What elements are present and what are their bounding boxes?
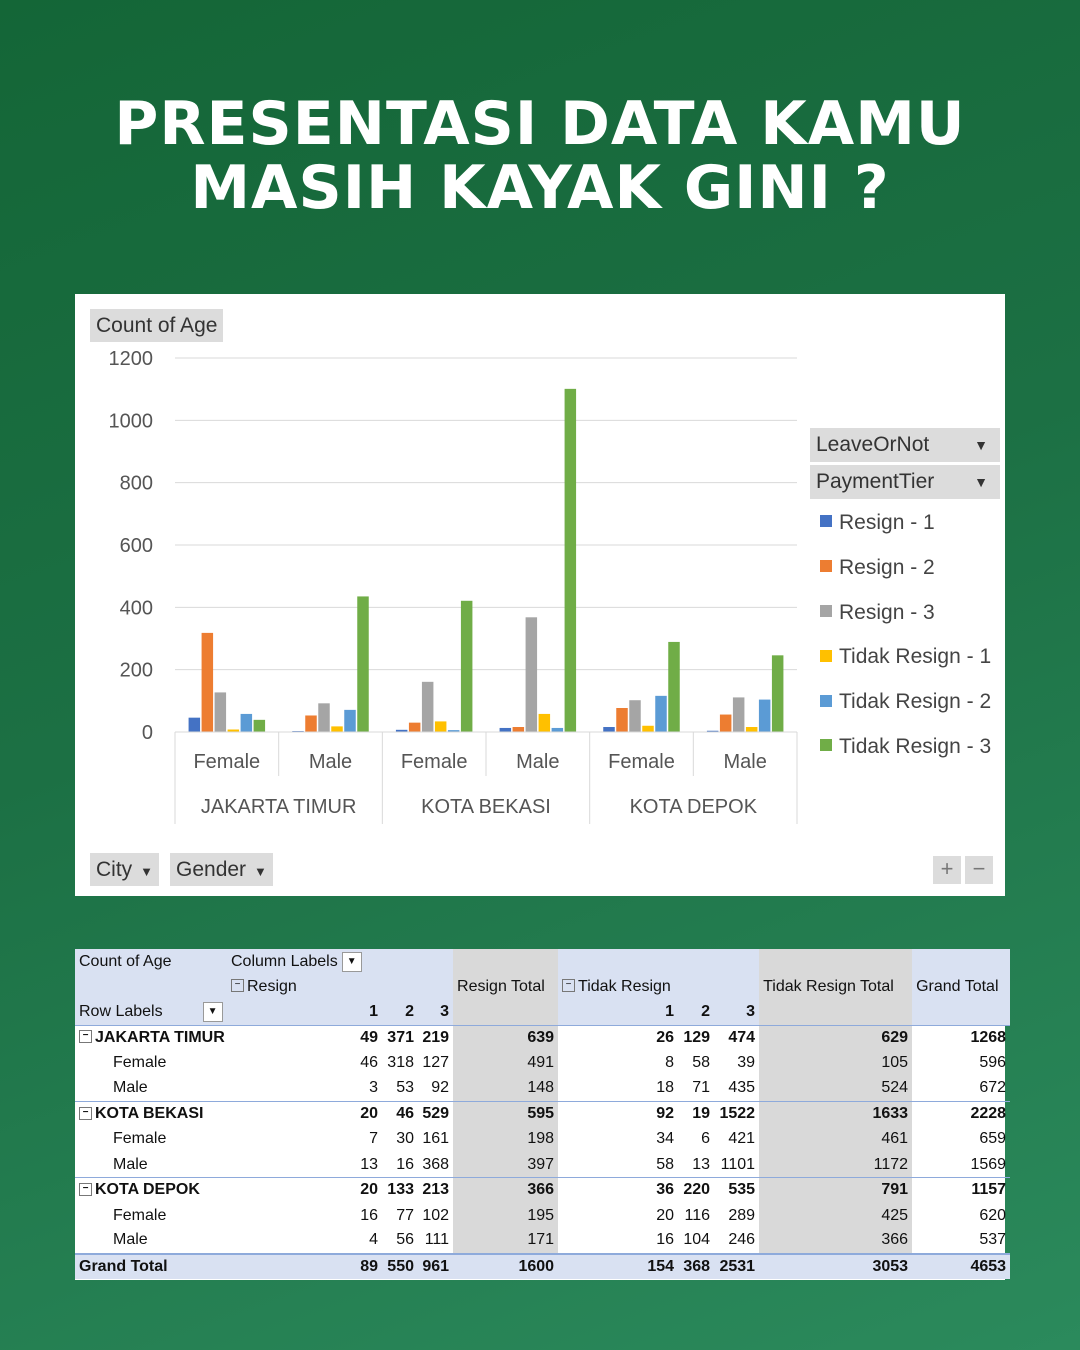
table-cell: 92: [431, 1079, 450, 1097]
bar: [720, 715, 732, 732]
row-label-text: Male: [113, 1155, 148, 1173]
row-label-text: JAKARTA TIMUR: [95, 1029, 225, 1047]
group-label: JAKARTA TIMUR: [200, 796, 357, 818]
minus-icon: −: [972, 856, 986, 881]
row-label-text: Male: [113, 1079, 148, 1097]
table-cell: 961: [418, 1254, 453, 1279]
row-label-text: KOTA BEKASI: [95, 1105, 204, 1123]
category-label: Male: [516, 751, 560, 773]
table-cell: 318: [387, 1054, 414, 1072]
table-cell: 92: [558, 1101, 678, 1126]
table-cell: 289: [728, 1206, 756, 1224]
row-label-text: Male: [113, 1231, 148, 1249]
tier-header: 2: [405, 1003, 414, 1021]
chevron-down-icon: ▼: [974, 474, 988, 490]
city-row: [75, 1025, 1010, 1050]
table-cell: 195: [453, 1203, 558, 1228]
legend-swatch: [820, 739, 832, 751]
bar: [759, 700, 771, 732]
table-row: [75, 1228, 1010, 1253]
axis-field-button-city[interactable]: [90, 853, 159, 886]
table-cell: 2531: [714, 1254, 759, 1279]
table-cell: 58: [692, 1054, 711, 1072]
table-cell: 20: [656, 1206, 675, 1224]
table-cell: 46: [360, 1054, 378, 1072]
collapse-icon[interactable]: −: [79, 1107, 92, 1120]
bar: [552, 728, 564, 732]
table-row: [75, 1203, 1010, 1228]
table-cell: 171: [453, 1228, 558, 1253]
table-cell: 620: [979, 1206, 1007, 1224]
table-cell: 16: [396, 1155, 414, 1173]
table-cell: 219: [418, 1025, 453, 1050]
table-cell: 421: [728, 1130, 756, 1148]
city-row: [75, 1178, 1010, 1203]
y-tick-label: 800: [119, 472, 153, 495]
y-tick-label: 1200: [108, 348, 153, 370]
table-cell: 535: [714, 1178, 759, 1203]
bar: [500, 728, 512, 732]
bar: [772, 655, 784, 732]
table-cell: 111: [424, 1231, 450, 1249]
column-labels-text: Column Labels: [231, 952, 338, 970]
y-tick-label: 200: [119, 659, 153, 682]
table-cell: 8: [665, 1054, 675, 1072]
category-label: Male: [723, 751, 767, 773]
bar: [331, 726, 343, 732]
table-cell: 425: [759, 1203, 912, 1228]
table-cell: 368: [422, 1155, 450, 1173]
category-label: Male: [308, 751, 353, 773]
pivot-header-row-3: [75, 1000, 1010, 1025]
table-cell: 53: [396, 1079, 414, 1097]
tier-header: 2: [701, 1003, 711, 1021]
table-cell: 639: [453, 1025, 558, 1050]
category-label: Female: [608, 751, 675, 773]
chart-plot-area: [75, 294, 1005, 896]
y-tick-label: 600: [119, 535, 153, 557]
row-label: [75, 1203, 347, 1228]
row-label-text: KOTA DEPOK: [95, 1181, 200, 1199]
legend-label: Resign - 3: [839, 600, 935, 624]
table-cell: 105: [759, 1051, 912, 1076]
table-cell: 491: [453, 1051, 558, 1076]
pivot-corner-label: Count of Age: [75, 949, 227, 974]
table-cell: 3: [369, 1079, 378, 1097]
group-label: KOTA DEPOK: [629, 796, 758, 818]
table-cell: 213: [418, 1178, 453, 1203]
table-cell: 1172: [759, 1152, 912, 1177]
table-cell: 26: [558, 1025, 678, 1050]
plus-icon: +: [940, 856, 954, 881]
bar: [629, 700, 641, 732]
table-cell: 461: [759, 1127, 912, 1152]
category-label: Female: [193, 751, 261, 773]
y-tick-label: 0: [141, 722, 153, 744]
table-cell: 58: [656, 1155, 675, 1173]
city-row: [75, 1101, 1010, 1126]
legend-entry: [820, 734, 991, 760]
bar: [344, 710, 356, 732]
axis-field-button-gender[interactable]: [170, 853, 273, 886]
legend-label: Tidak Resign - 2: [839, 690, 992, 714]
table-cell: 56: [396, 1231, 414, 1249]
group-label: KOTA BEKASI: [421, 796, 551, 818]
collapse-icon[interactable]: −: [231, 979, 244, 992]
table-cell: 537: [979, 1231, 1007, 1249]
table-row: [75, 1076, 1010, 1101]
table-cell: 16: [360, 1206, 378, 1224]
row-label-text: Female: [113, 1206, 167, 1224]
bar: [202, 633, 214, 732]
table-cell: 198: [453, 1127, 558, 1152]
table-cell: 435: [728, 1079, 756, 1097]
row-label[interactable]: [75, 1025, 347, 1050]
row-label-text: Female: [113, 1130, 167, 1148]
bar: [189, 718, 201, 732]
table-cell: 154: [558, 1254, 678, 1279]
table-cell: 13: [360, 1155, 378, 1173]
resign-group-header[interactable]: [227, 974, 453, 999]
row-label: [75, 1228, 347, 1253]
table-cell: 550: [382, 1254, 418, 1279]
table-cell: 220: [678, 1178, 714, 1203]
bar: [668, 642, 680, 732]
bar: [422, 682, 434, 732]
legend-field-label: PaymentTier: [816, 470, 935, 493]
table-cell: 6: [701, 1130, 711, 1148]
collapse-button[interactable]: [965, 856, 993, 884]
chevron-down-icon: ▼: [254, 864, 267, 879]
row-label[interactable]: [75, 1178, 347, 1203]
table-cell: 148: [453, 1076, 558, 1101]
resign-total-header: Resign Total: [453, 974, 558, 999]
legend-swatch: [820, 695, 832, 707]
category-label: Female: [400, 751, 468, 773]
table-cell: 89: [347, 1254, 382, 1279]
column-labels-filter[interactable]: [227, 949, 453, 974]
table-cell: 1101: [720, 1155, 756, 1173]
bar: [603, 727, 615, 732]
table-cell: 246: [728, 1231, 756, 1249]
row-labels-text: Row Labels: [79, 1003, 163, 1021]
table-cell: 1633: [759, 1101, 912, 1126]
collapse-icon[interactable]: −: [562, 979, 575, 992]
table-cell: 791: [759, 1178, 912, 1203]
table-cell: 102: [422, 1206, 450, 1224]
legend-entry: [820, 689, 991, 715]
bar: [616, 708, 628, 732]
collapse-icon[interactable]: −: [79, 1030, 92, 1043]
table-cell: 30: [396, 1130, 414, 1148]
collapse-icon[interactable]: −: [79, 1183, 92, 1196]
tier-header: 1: [369, 1003, 378, 1021]
legend-swatch: [820, 605, 832, 617]
axis-field-label: Gender: [176, 858, 247, 881]
table-cell: 3053: [759, 1254, 912, 1279]
row-label-text: Grand Total: [79, 1257, 168, 1275]
table-cell: 1569: [970, 1155, 1007, 1173]
table-cell: 104: [683, 1231, 711, 1249]
table-cell: 77: [396, 1206, 414, 1224]
pivot-chart: [75, 294, 1005, 896]
row-label: [75, 1051, 347, 1076]
legend-entry: [820, 644, 991, 670]
axis-field-label: City: [96, 858, 133, 881]
table-cell: 4: [369, 1231, 378, 1249]
y-tick-label: 1000: [108, 410, 153, 433]
legend-field-button-paymenttier[interactable]: [810, 465, 1000, 499]
table-cell: 629: [759, 1025, 912, 1050]
row-label: [75, 1254, 347, 1279]
legend-label: Tidak Resign - 3: [839, 735, 992, 758]
table-cell: 596: [979, 1054, 1007, 1072]
bar: [461, 601, 473, 732]
table-row: [75, 1051, 1010, 1076]
table-cell: 18: [656, 1079, 675, 1097]
legend-swatch: [820, 650, 832, 662]
table-cell: 659: [979, 1130, 1007, 1148]
bar: [409, 723, 421, 732]
table-cell: 129: [678, 1025, 714, 1050]
table-cell: 127: [422, 1054, 450, 1072]
table-cell: 116: [684, 1206, 711, 1224]
bar: [539, 714, 551, 732]
table-cell: 1600: [453, 1254, 558, 1279]
tidak-resign-total-header: Tidak Resign Total: [759, 974, 912, 999]
pivot-header-row-1: [75, 949, 1010, 974]
legend-field-label: LeaveOrNot: [816, 433, 930, 456]
table-cell: 474: [714, 1025, 759, 1050]
table-cell: 46: [382, 1101, 418, 1126]
tier-header: 3: [440, 1003, 450, 1021]
bar: [357, 596, 369, 732]
bar: [746, 727, 758, 732]
bar: [215, 692, 227, 732]
table-cell: 20: [347, 1101, 382, 1126]
legend-swatch: [820, 515, 832, 527]
bar: [526, 617, 538, 732]
table-cell: 34: [656, 1130, 675, 1148]
bar: [241, 714, 253, 732]
bar: [655, 696, 667, 732]
table-cell: 13: [692, 1155, 711, 1173]
chevron-down-icon: ▼: [974, 437, 988, 453]
table-row: [75, 1127, 1010, 1152]
chevron-down-icon: ▼: [140, 864, 154, 879]
table-row: [75, 1152, 1010, 1177]
tidak-resign-label: Tidak Resign: [578, 978, 671, 996]
legend-swatch: [820, 560, 832, 572]
tier-header: 3: [746, 1003, 756, 1021]
bar: [435, 721, 447, 732]
value-field-label: Count of Age: [96, 314, 218, 337]
row-labels-filter[interactable]: [75, 1000, 347, 1025]
table-cell: 7: [369, 1130, 378, 1148]
y-tick-label: 400: [119, 597, 153, 620]
legend-label: Tidak Resign - 1: [839, 645, 992, 669]
bar: [733, 697, 745, 732]
bar: [513, 727, 525, 732]
table-cell: 49: [347, 1025, 382, 1050]
headline: [0, 89, 1080, 223]
row-label-text: Female: [113, 1054, 167, 1072]
bar: [305, 715, 317, 732]
table-cell: 366: [759, 1228, 912, 1253]
table-cell: 595: [453, 1101, 558, 1126]
legend-field-button-leaveornot[interactable]: [810, 428, 1000, 462]
table-cell: 20: [347, 1178, 382, 1203]
table-cell: 672: [979, 1079, 1007, 1097]
bar: [318, 703, 330, 732]
tidak-resign-group-header[interactable]: [558, 974, 759, 999]
table-cell: 133: [382, 1178, 418, 1203]
pivot-table: [75, 949, 1005, 1280]
grand-total-header: Grand Total: [912, 974, 1010, 999]
bar: [642, 726, 654, 732]
table-cell: 368: [678, 1254, 714, 1279]
legend-label: Resign - 1: [839, 511, 935, 534]
table-cell: 161: [422, 1130, 450, 1148]
row-label: [75, 1152, 347, 1177]
pivot-header-row-2: [75, 974, 1010, 999]
resign-label: Resign: [247, 978, 297, 996]
table-cell: 529: [418, 1101, 453, 1126]
bar: [565, 389, 577, 732]
table-cell: 1157: [912, 1178, 1010, 1203]
table-cell: 2228: [912, 1101, 1010, 1126]
grand-total-row: [75, 1254, 1010, 1279]
headline-line-2: MASIH KAYAK GINI ?: [190, 153, 890, 223]
table-cell: 371: [382, 1025, 418, 1050]
table-cell: 71: [692, 1079, 711, 1097]
row-label[interactable]: [75, 1101, 347, 1126]
row-label: [75, 1127, 347, 1152]
table-cell: 19: [678, 1101, 714, 1126]
pivot-body: [75, 1025, 1010, 1279]
filter-dropdown-icon[interactable]: ▼: [203, 1002, 223, 1022]
legend-entry: [820, 555, 935, 581]
headline-line-1: PRESENTASI DATA KAMU: [114, 89, 966, 159]
bar: [254, 720, 265, 732]
table-cell: 16: [656, 1231, 675, 1249]
table-cell: 4653: [912, 1254, 1010, 1279]
tier-header: 1: [665, 1003, 675, 1021]
table-cell: 524: [759, 1076, 912, 1101]
table-cell: 36: [558, 1178, 678, 1203]
filter-dropdown-icon[interactable]: ▼: [342, 952, 362, 972]
legend-label: Resign - 2: [839, 555, 935, 579]
legend-entry: [820, 600, 935, 626]
row-label: [75, 1076, 347, 1101]
table-cell: 1522: [714, 1101, 759, 1126]
expand-button[interactable]: [933, 856, 961, 884]
table-cell: 39: [737, 1054, 756, 1072]
legend-entry: [820, 510, 935, 536]
table-cell: 397: [453, 1152, 558, 1177]
table-cell: 1268: [912, 1025, 1010, 1050]
table-cell: 366: [453, 1178, 558, 1203]
